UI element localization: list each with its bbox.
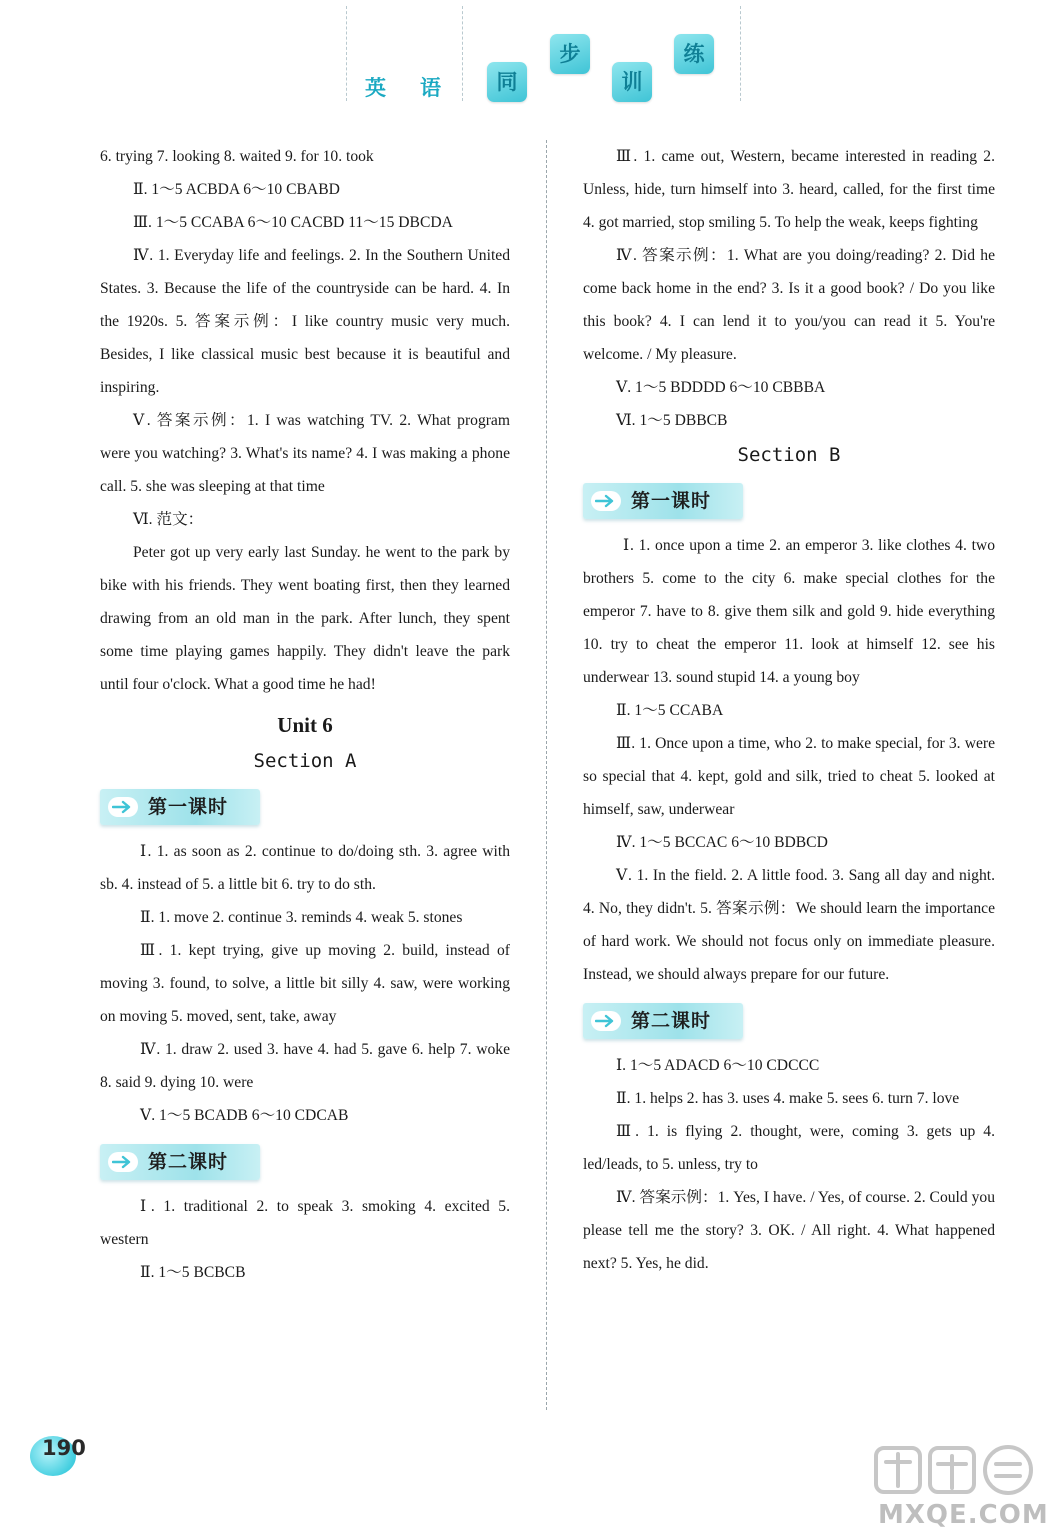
lesson-banner	[583, 483, 743, 519]
answer-line: Ⅲ. 1～5 CCABA 6～10 CACBD 11～15 DBCDA	[133, 214, 453, 231]
arrow-right-icon	[108, 797, 138, 817]
answer-line: Ⅳ. 答案示例：1. Yes, I have. / Yes, of course. 2. Could you please tell me the story? 3. OK. / All right. 4. What happened next? 5. Yes, he did.	[583, 1189, 995, 1272]
lesson-banner	[100, 1144, 260, 1180]
model-essay: Peter got up very early last Sunday. he went to the park by bike with his friends. They went boating first, then they learned drawing from an old man in the park. After lunch, they spent some time playing games happily. They didn't leave the park until four o'clock. What a good time he had!	[100, 544, 510, 693]
answer-line: Ⅲ. 1. kept trying, give up moving 2. build, instead of moving 3. found, to solve, a little bit silly 4. saw, were working on moving 5. moved, sent, take, away	[100, 942, 510, 1025]
answer-line: Ⅳ. 1～5 BCCAC 6～10 BDBCD	[616, 834, 828, 851]
answer-line: Ⅴ. 1～5 BCADB 6～10 CDCAB	[140, 1107, 349, 1124]
answer-line: 6. trying 7. looking 8. waited 9. for 10. took	[100, 148, 374, 165]
series-tile-3: 训	[612, 62, 652, 102]
answer-line: Ⅲ. 1. is flying 2. thought, were, coming 3. gets up 4. led/leads, to 5. unless, try to	[583, 1123, 995, 1173]
subject-label-2: 语	[420, 76, 441, 100]
answer-line: Ⅰ. 1～5 ADACD 6～10 CDCCC	[616, 1057, 820, 1074]
page-header	[0, 0, 1055, 115]
page-number: 190	[42, 1436, 86, 1460]
left-column	[100, 140, 510, 1289]
answer-line: Ⅰ. 1. traditional 2. to speak 3. smoking 4. excited 5. western	[100, 1198, 510, 1248]
lesson-banner	[100, 789, 260, 825]
subject-label-1: 英	[365, 76, 386, 100]
answer-line: Ⅴ. 1～5 BDDDD 6～10 CBBBA	[616, 379, 826, 396]
header-divider	[346, 6, 347, 101]
right-column	[583, 140, 995, 1280]
column-divider	[546, 140, 547, 1410]
arrow-right-icon	[108, 1152, 138, 1172]
series-tile-4: 练	[674, 34, 714, 74]
arrow-right-icon	[591, 1011, 621, 1031]
watermark-logo	[870, 1440, 1049, 1532]
answer-line: Ⅳ. 1. Everyday life and feelings. 2. In the Southern United States. 3. Because the life of the countryside can be hard. 4. In the 1920s. 5. 答案示例：I like country music very much. Besides, I like classical music best because it is beautiful and inspiring.	[100, 247, 510, 396]
answer-line: Ⅱ. 1～5 ACBDA 6～10 CBABD	[133, 181, 340, 198]
lesson-banner	[583, 1003, 743, 1039]
answer-line: Ⅵ. 范文：	[133, 511, 204, 528]
watermark-icon	[870, 1440, 1040, 1500]
series-tile-2: 步	[550, 34, 590, 74]
answer-line: Ⅱ. 1. helps 2. has 3. uses 4. make 5. sees 6. turn 7. love	[616, 1090, 960, 1107]
answer-line: Ⅲ. 1. Once upon a time, who 2. to make special, for 3. were so special that 4. kept, gold and silk, tried to cheat 5. looked at himself, saw, underwear	[583, 735, 995, 818]
header-divider	[462, 6, 463, 101]
lesson-label: 第二课时	[631, 1010, 712, 1032]
lesson-label: 第一课时	[148, 796, 229, 818]
answer-line: Ⅰ. 1. once upon a time 2. an emperor 3. like clothes 4. two brothers 5. come to the city 6. make special clothes for the emperor 7. have to 8. give them silk and gold 9. hide everything 10. try to cheat the emperor 11. look at himself 12. see his underwear 13. sound stupid 14. a young boy	[583, 537, 995, 686]
answer-line: Ⅲ. 1. came out, Western, became interested in reading 2. Unless, hide, turn himself into 3. heard, called, for the first time 4. got married, stop smiling 5. To help the weak, keeps fighting	[583, 148, 995, 231]
answer-line: Ⅵ. 1～5 DBBCB	[616, 412, 728, 429]
watermark-text: MXQE.COM	[878, 1500, 1049, 1530]
page-number-badge	[30, 1428, 100, 1478]
section-title: Section A	[253, 750, 357, 772]
answer-line: Ⅳ. 答案示例：1. What are you doing/reading? 2. Did he come back home in the end? 3. Is it a good book? / Do you like this book? 4. I can lend it to you/you can read it 5. You're welcome. / My pleasure.	[583, 247, 995, 363]
answer-line: Ⅰ. 1. as soon as 2. continue to do/doing sth. 3. agree with sb. 4. instead of 5. a little bit 6. try to do sth.	[100, 843, 510, 893]
unit-title: Unit 6	[277, 713, 333, 737]
arrow-right-icon	[591, 491, 621, 511]
answer-line: Ⅳ. 1. draw 2. used 3. have 4. had 5. gave 6. help 7. woke 8. said 9. dying 10. were	[100, 1041, 510, 1091]
header-divider	[740, 6, 741, 101]
answer-line: Ⅱ. 1. move 2. continue 3. reminds 4. weak 5. stones	[140, 909, 463, 926]
lesson-label: 第一课时	[631, 490, 712, 512]
answer-line: Ⅱ. 1～5 BCBCB	[140, 1264, 246, 1281]
answer-line: Ⅴ. 1. In the field. 2. A little food. 3. Sang all day and night. 4. No, they didn't. 5. 答案示例：We should learn the importance of hard work. We should not focus only on immediate pleasure. Instead, we should always prepare for our future.	[583, 867, 995, 983]
answer-line: Ⅱ. 1～5 CCABA	[616, 702, 724, 719]
series-tile-1: 同	[487, 62, 527, 102]
lesson-label: 第二课时	[148, 1151, 229, 1173]
section-title: Section B	[737, 444, 841, 466]
answer-line: Ⅴ. 答案示例：1. I was watching TV. 2. What program were you watching? 3. What's its name? 4. I was making a phone call. 5. she was sleeping at that time	[100, 412, 510, 495]
